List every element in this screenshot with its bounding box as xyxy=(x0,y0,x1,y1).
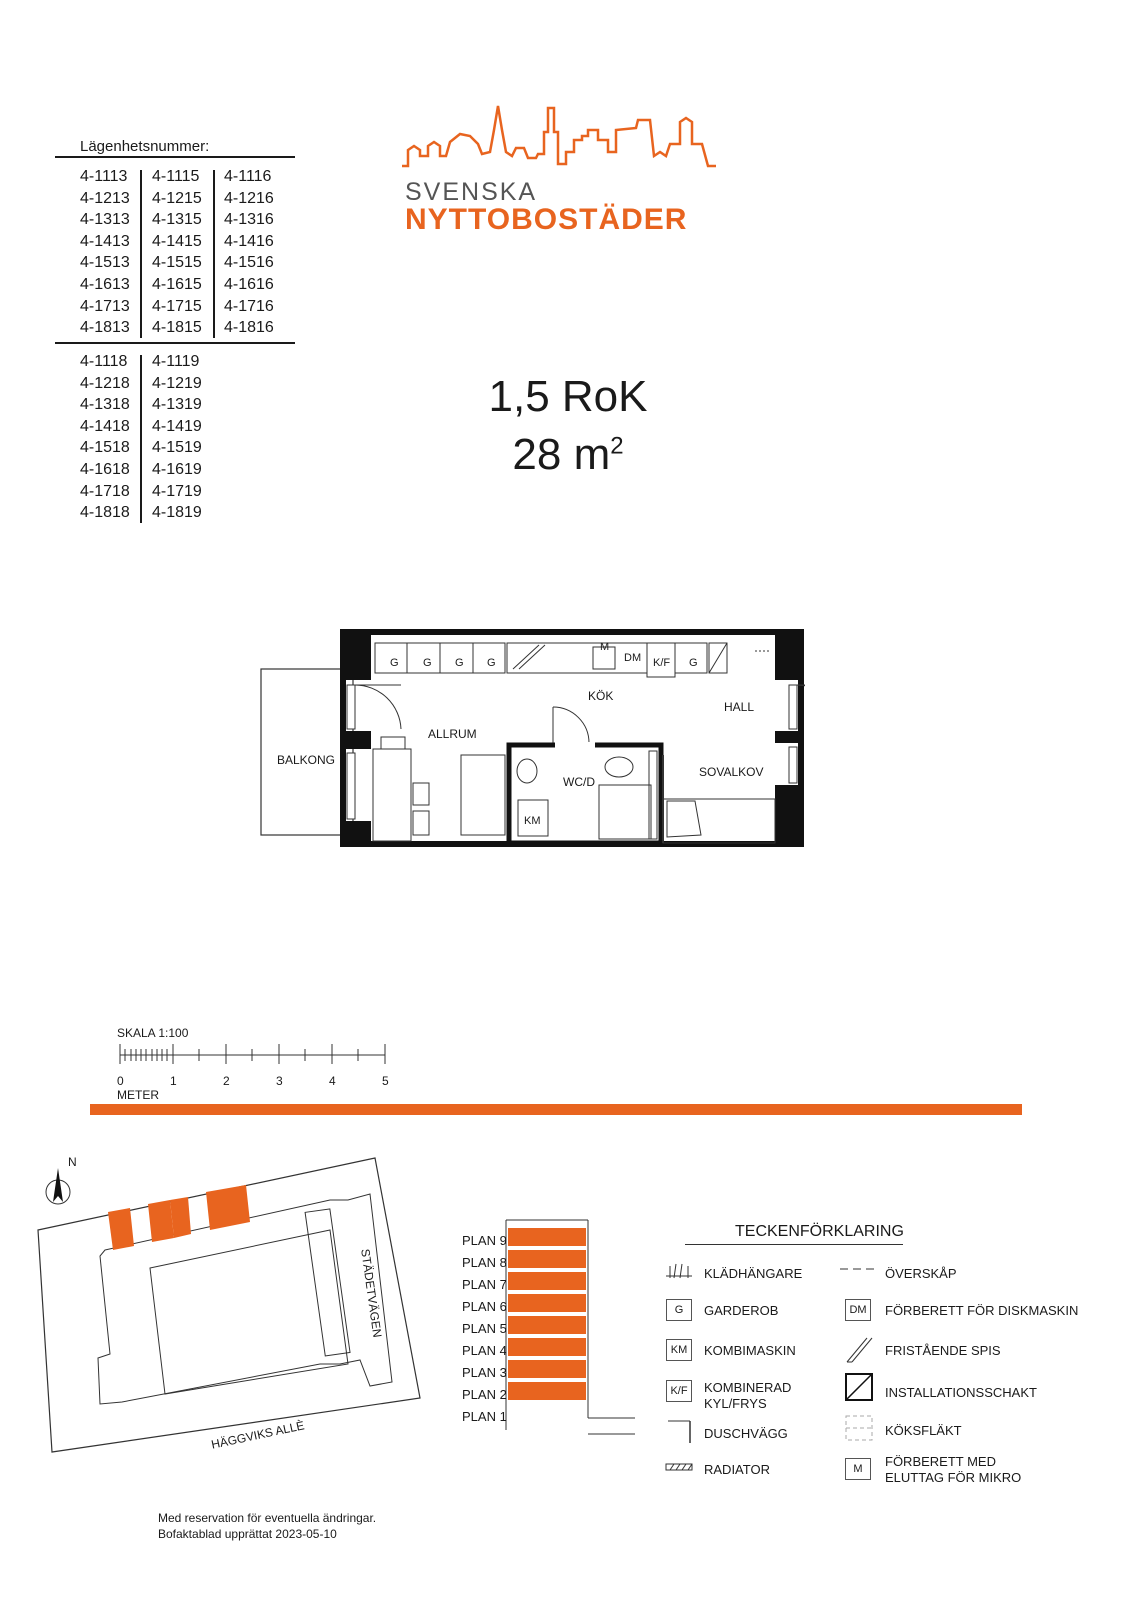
legend-item-text: FÖRBERETT FÖR DISKMASKIN xyxy=(885,1303,1079,1318)
floor-stack xyxy=(500,1210,640,1450)
plan-label: PLAN 1 xyxy=(462,1409,507,1424)
apartment-area: 28 $m^2$ xyxy=(512,430,624,479)
scale-tick-2: 2 xyxy=(223,1074,230,1088)
orange-divider xyxy=(90,1104,1022,1115)
wardrobe-mark: G xyxy=(455,657,464,669)
wardrobe-mark: G xyxy=(390,657,399,669)
microwave-outlet-symbol: M xyxy=(845,1458,871,1480)
column-separator xyxy=(140,355,142,523)
legend-item-text: RADIATOR xyxy=(704,1462,770,1477)
room-label-balcony: BALKONG xyxy=(277,753,336,767)
plan-label: PLAN 8 xyxy=(462,1255,507,1270)
legend-item-text: KOMBIMASKIN xyxy=(704,1343,796,1358)
apartment-numbers-col-4: 4-1118 4-1218 4-1318 4-1418 4-1518 4-1618 4-1718 4-1818 xyxy=(80,353,130,522)
combi-machine-mark: KM xyxy=(524,815,541,827)
plan-label: PLAN 6 xyxy=(462,1299,507,1314)
wardrobe-mark: G xyxy=(423,657,432,669)
legend-item-text: FÖRBERETT MED ELUTTAG FÖR MIKRO xyxy=(885,1454,1022,1485)
apartment-numbers-heading: Lägenhetsnummer: xyxy=(80,138,210,155)
legend-item-text: KLÄDHÄNGARE xyxy=(704,1266,803,1281)
logo-nyttobostader: NYTTOBOSTÄDER xyxy=(405,203,688,236)
logo-svenska: SVENSKA xyxy=(405,178,538,206)
scale-title: SKALA 1:100 xyxy=(117,1026,189,1040)
legend-item-text: DUSCHVÄGG xyxy=(704,1426,788,1441)
divider xyxy=(55,342,295,344)
clothes-hanger-icon xyxy=(664,1262,694,1280)
apartment-numbers-col-2: 4-1115 4-1215 4-1315 4-1415 4-1515 4-1615 4-1715 4-1815 xyxy=(152,168,202,337)
fridge-freezer-mark: K/F xyxy=(653,657,671,669)
legend-item-text: GARDEROB xyxy=(704,1303,779,1318)
wall-cabinet-icon xyxy=(840,1262,874,1276)
plan-label: PLAN 2 xyxy=(462,1387,507,1402)
apartment-numbers-col-3: 4-1116 4-1216 4-1316 4-1416 4-1516 4-1616 4-1716 4-1816 xyxy=(224,168,274,337)
scale-tick-3: 3 xyxy=(276,1074,283,1088)
legend-item-text: FRISTÅENDE SPIS xyxy=(885,1343,1001,1358)
stove-icon xyxy=(845,1336,873,1364)
room-label-hall: HALL xyxy=(724,700,755,714)
plan-label: PLAN 7 xyxy=(462,1277,507,1292)
scale-unit: METER xyxy=(117,1088,159,1102)
room-label-living: ALLRUM xyxy=(428,727,477,741)
plan-label: PLAN 3 xyxy=(462,1365,507,1380)
installation-shaft-icon xyxy=(844,1372,874,1402)
legend-title: TECKENFÖRKLARING xyxy=(735,1223,904,1240)
north-label: N xyxy=(68,1155,77,1169)
kitchen-fan-icon xyxy=(844,1414,874,1442)
legend-item-text: INSTALLATIONSSCHAKT xyxy=(885,1385,1037,1400)
plan-label: PLAN 5 xyxy=(462,1321,507,1336)
room-label-alcove: SOVALKOV xyxy=(699,765,764,779)
dishwasher-symbol: DM xyxy=(845,1299,871,1321)
microwave-mark: M xyxy=(600,641,610,653)
divider xyxy=(55,156,295,158)
wardrobe-symbol: G xyxy=(666,1299,692,1321)
plan-label: PLAN 4 xyxy=(462,1343,507,1358)
street-label-south: HÄGGVIKS ALLÈ xyxy=(210,1418,306,1452)
legend-underline xyxy=(685,1244,903,1245)
room-label-kitchen: KÖK xyxy=(588,689,614,703)
radiator-icon xyxy=(664,1460,694,1474)
legend-item-text: ÖVERSKÅP xyxy=(885,1266,957,1281)
fridge-freezer-symbol: K/F xyxy=(666,1380,692,1402)
dishwasher-mark: DM xyxy=(624,652,642,664)
apartment-type: 1,5 RoK xyxy=(488,372,648,421)
apartment-numbers-col-5: 4-1119 4-1219 4-1319 4-1419 4-1519 4-1619 4-1719 4-1819 xyxy=(152,353,202,522)
shower-wall-icon xyxy=(664,1417,694,1445)
column-separator xyxy=(213,170,215,338)
street-label-east: STÄDETVÄGEN xyxy=(358,1248,385,1339)
scale-tick-5: 5 xyxy=(382,1074,389,1088)
wardrobe-mark: G xyxy=(689,657,698,669)
scale-tick-4: 4 xyxy=(329,1074,336,1088)
plan-label: PLAN 9 xyxy=(462,1233,507,1248)
scale-tick-1: 1 xyxy=(170,1074,177,1088)
scale-tick-0: 0 xyxy=(117,1074,124,1088)
skyline-logo-icon xyxy=(398,100,718,180)
legend-item-text: KÖKSFLÄKT xyxy=(885,1423,962,1438)
footer-date: Bofaktablad upprättat 2023-05-10 xyxy=(158,1527,337,1541)
apartment-numbers-col-1: 4-1113 4-1213 4-1313 4-1413 4-1513 4-1613 4-1713 4-1813 xyxy=(80,168,130,337)
legend-item-text: KOMBINERAD KYL/FRYS xyxy=(704,1380,792,1411)
scale-bar xyxy=(115,1040,395,1070)
combi-machine-symbol: KM xyxy=(666,1339,692,1361)
wardrobe-mark: G xyxy=(487,657,496,669)
column-separator xyxy=(140,170,142,338)
room-label-bath: WC/D xyxy=(563,775,595,789)
footer-reservation: Med reservation för eventuella ändringar. xyxy=(158,1511,377,1525)
